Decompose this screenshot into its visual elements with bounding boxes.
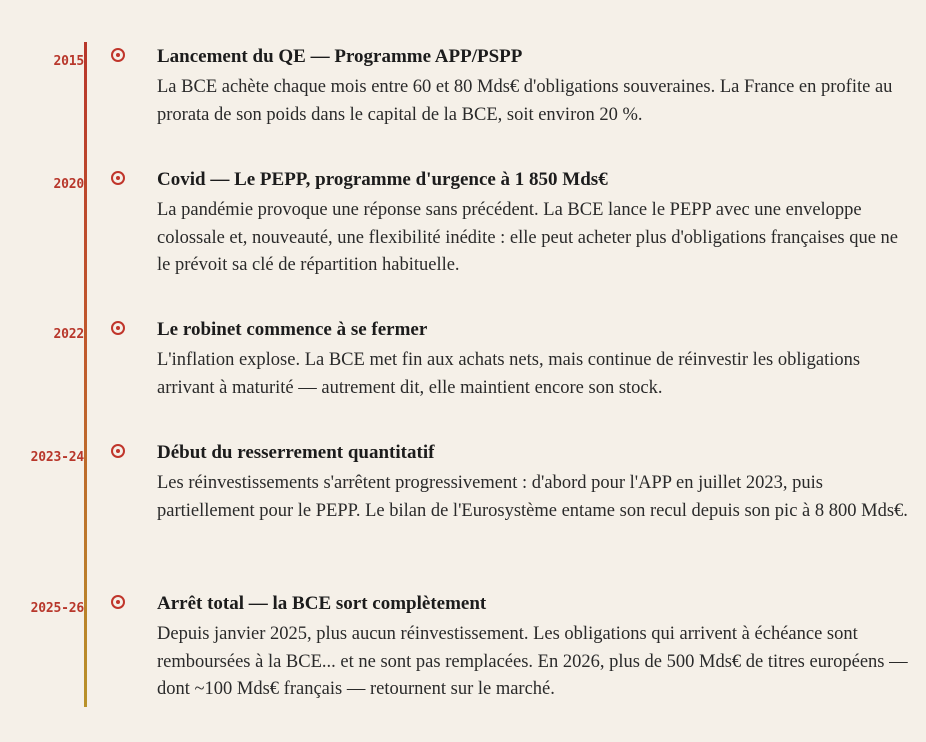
timeline-dot-icon (111, 48, 125, 62)
timeline-line (84, 42, 87, 707)
entry-description: Depuis janvier 2025, plus aucun réinvestissement. Les obligations qui arrivent à échéance sont remboursées à la BCE... et ne sont pas remplacées. En 2026, plus de 500 Mds€ de titres européens — dont ~100 Mds€ français — retournent sur le marché. (157, 624, 908, 699)
entry-description: La BCE achète chaque mois entre 60 et 80 Mds€ d'obligations souveraines. La France en profite au prorata de son poids dans le capital de la BCE, soit environ 20 %. (157, 77, 893, 125)
timeline-dot-icon (111, 595, 125, 609)
entry-description: Les réinvestissements s'arrêtent progressivement : d'abord pour l'APP en juillet 2023, puis partiellement pour le PEPP. Le bilan de l'Eurosystème entame son recul depuis son pic à 8 800 Mds€. (157, 473, 908, 521)
entry-title: Début du resserrement quantitatif (157, 442, 435, 463)
entry-year: 2020 (53, 177, 84, 192)
entry-title: Lancement du QE — Programme APP/PSPP (157, 46, 523, 67)
timeline-dot-icon (111, 171, 125, 185)
entry-title: Covid — Le PEPP, programme d'urgence à 1 850 Mds€ (157, 169, 608, 190)
entry-year: 2025-26 (30, 601, 84, 616)
entry-title: Arrêt total — la BCE sort complètement (157, 593, 487, 614)
timeline-dot-icon (111, 321, 125, 335)
entry-description: La pandémie provoque une réponse sans précédent. La BCE lance le PEPP avec une enveloppe colossale et, nouveauté, une flexibilité inédite : elle peut acheter plus d'obligations françaises que ne le prévoit sa clé de répartition habituelle. (157, 200, 899, 275)
timeline-dot-icon (111, 444, 125, 458)
entry-year: 2022 (53, 327, 84, 342)
entry-year: 2023-24 (30, 450, 84, 465)
entry-title: Le robinet commence à se fermer (157, 319, 428, 340)
entry-description: L'inflation explose. La BCE met fin aux achats nets, mais continue de réinvestir les obligations arrivant à maturité — autrement dit, elle maintient encore son stock. (157, 350, 861, 398)
entry-year: 2015 (53, 54, 84, 69)
